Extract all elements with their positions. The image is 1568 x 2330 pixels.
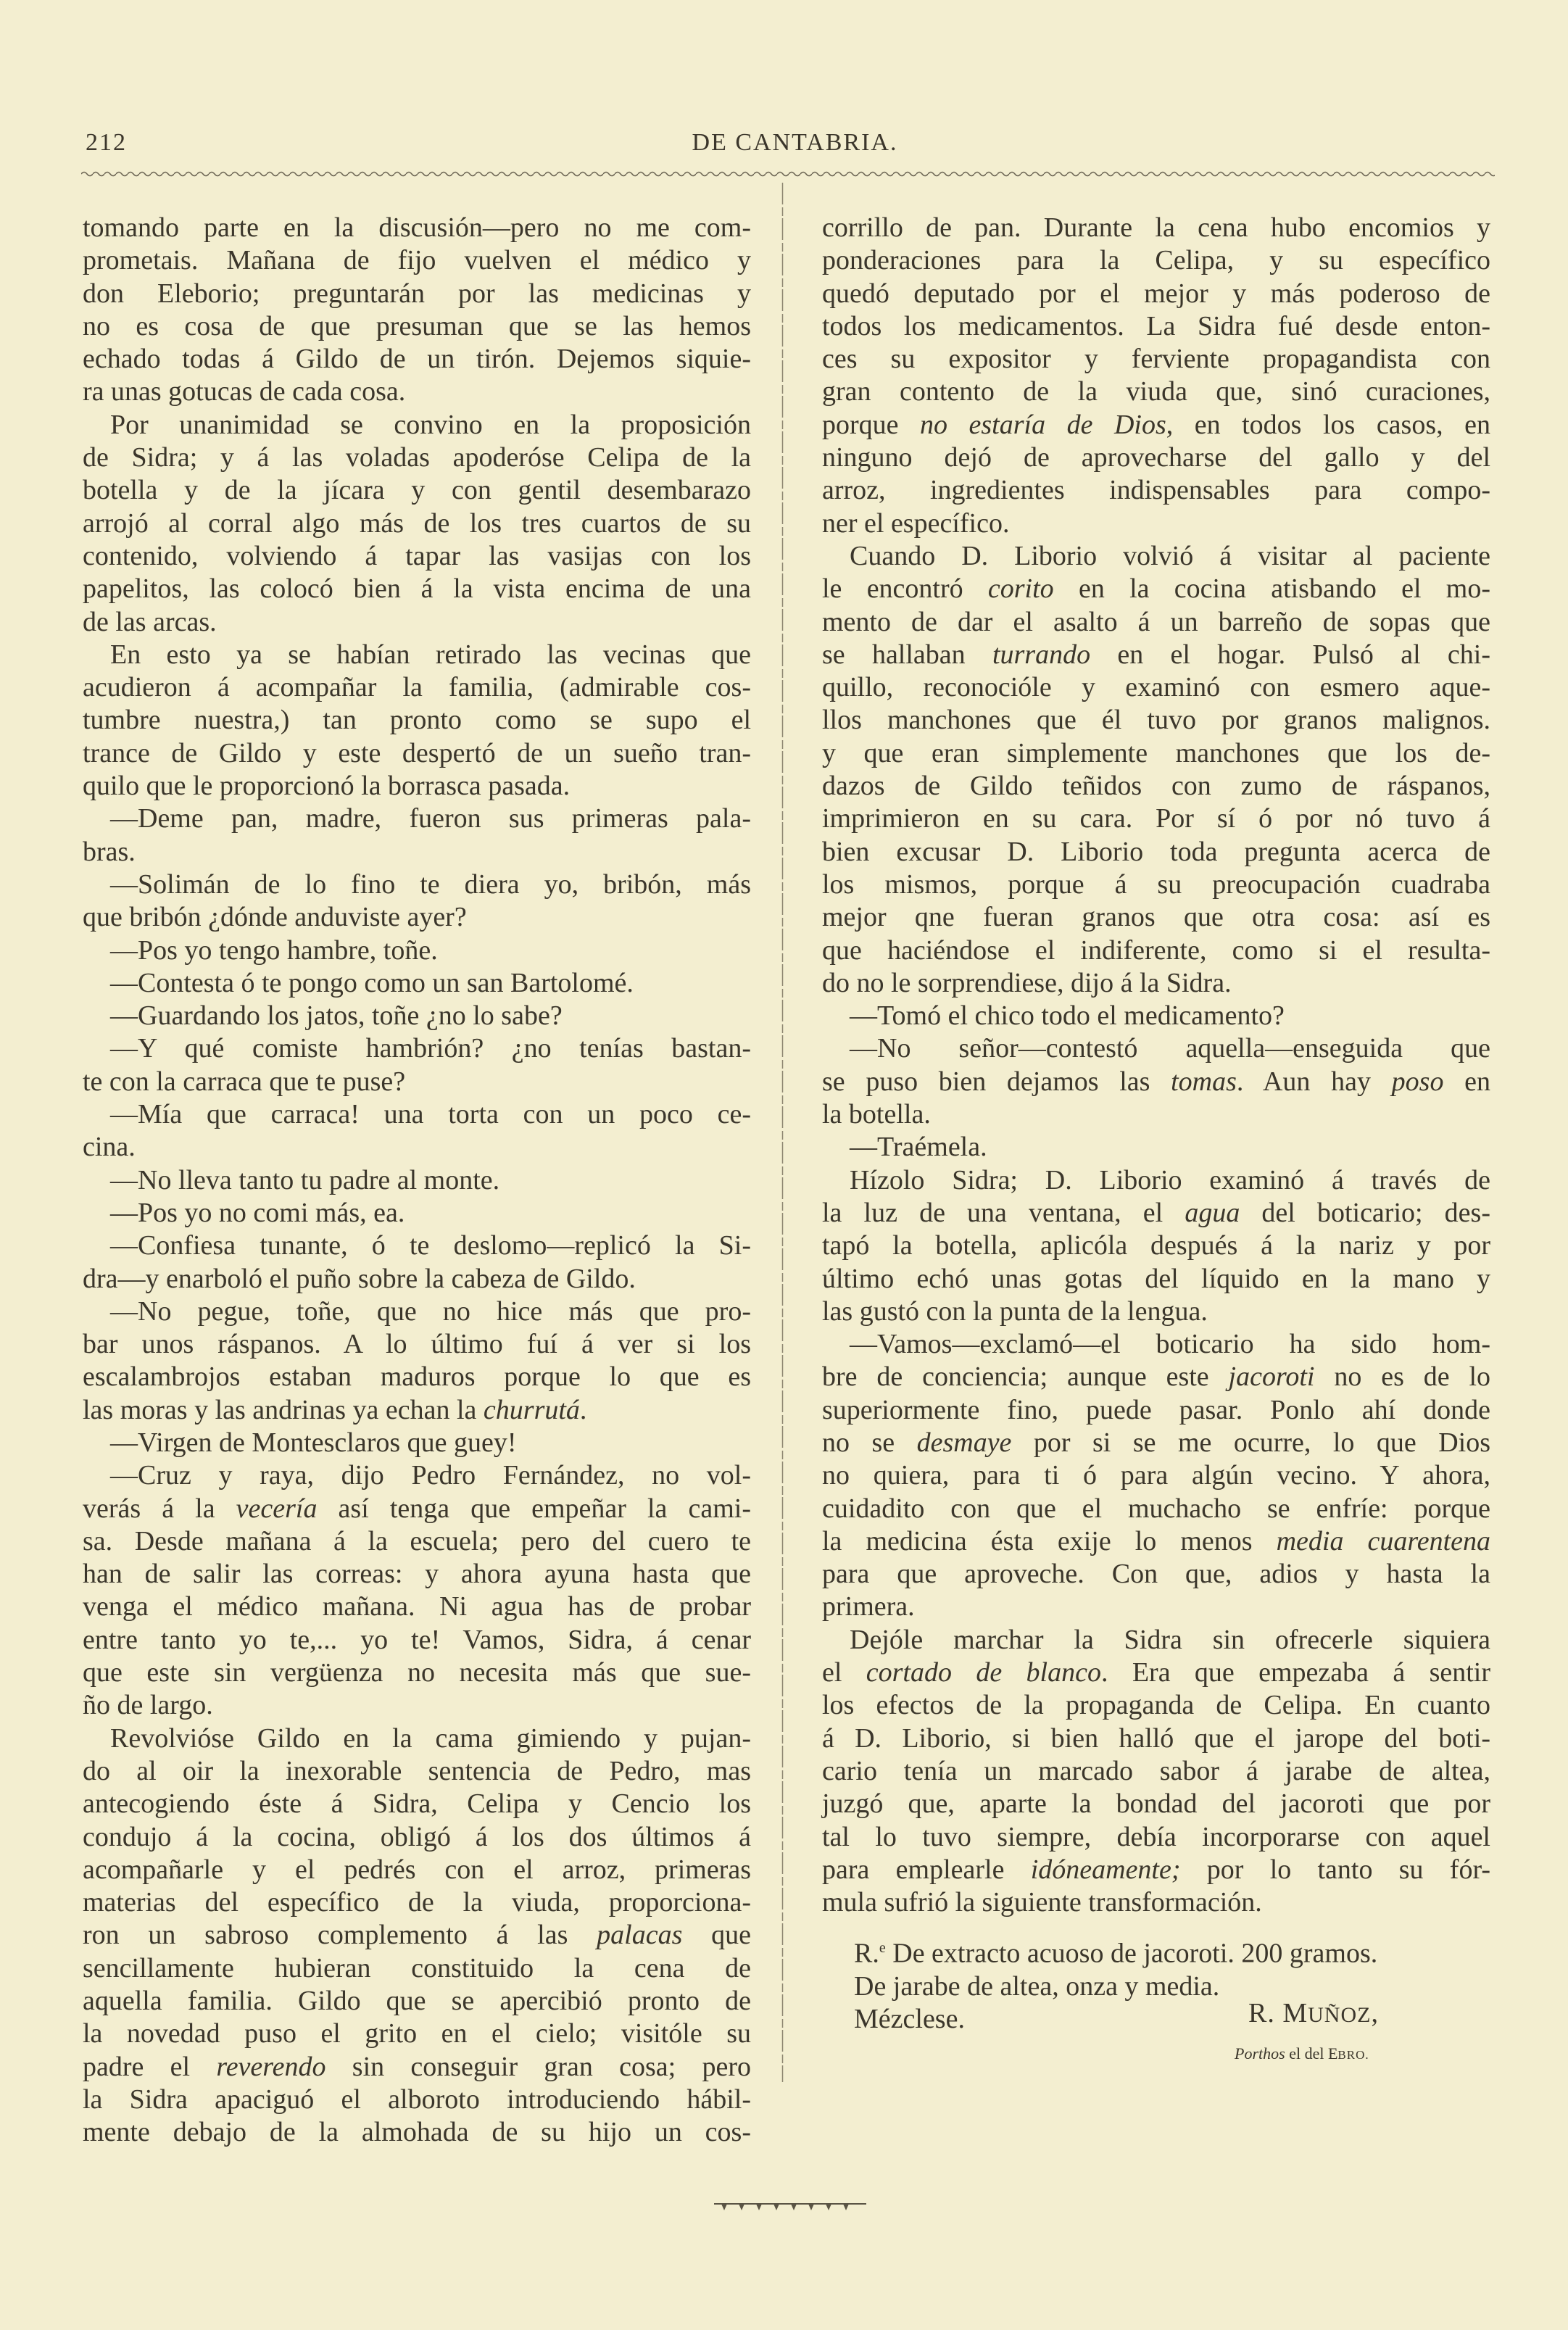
text-line: sa. Desde mañana á la escuela; pero del cuero te [83, 1525, 751, 1556]
paragraph [83, 934, 751, 967]
italic-term: jacoroti [1228, 1361, 1315, 1393]
signature-comma: , [1371, 1998, 1379, 2028]
text-line: Dejóle marchar la Sidra sin ofrecerle siquiera [850, 1624, 1490, 1655]
alias-rest: BRO. [1337, 2048, 1369, 2062]
text-line: don Eleborio; preguntarán por las medicinas y [83, 278, 751, 309]
text-line: no quiera, para ti ó para algún vecino. Y ahora, [822, 1460, 1490, 1491]
paragraph [822, 212, 1490, 540]
paragraph [83, 1459, 751, 1722]
page-number: 212 [86, 129, 127, 156]
text-line: condujo á la cocina, obligó á los dos últimos á [83, 1821, 751, 1852]
paragraph [822, 1131, 1490, 1164]
alias-first: E [1327, 2044, 1338, 2062]
paragraph [83, 967, 751, 1000]
text-line: —Pos yo no comi más, ea. [110, 1197, 405, 1228]
paragraph [83, 212, 751, 409]
text-line: mente debajo de la almohada de su hijo un cos- [83, 2117, 751, 2148]
alias-middle: el del [1285, 2044, 1328, 2062]
italic-term: idóneamente; [1030, 1854, 1181, 1885]
paragraph [822, 1624, 1490, 1920]
paragraph [83, 1000, 751, 1032]
text-line: Revolvióse Gildo en la cama gimiendo y pujan- [110, 1722, 751, 1754]
text-line: Por unanimidad se convino en la proposición [110, 409, 751, 440]
recipe-abbrev: R. [854, 1938, 879, 1969]
text-line: cina. [83, 1132, 136, 1163]
running-title: DE CANTABRIA. [692, 129, 898, 156]
text-line: le encontró corito en la cocina atisbando el mo- [822, 573, 1490, 605]
italic-term: cortado de blanco [866, 1657, 1101, 1688]
text-line: se hallaban turrando en el hogar. Pulsó al chi- [822, 639, 1490, 670]
text-line: dazos de Gildo teñidos con zumo de ráspanos, [822, 771, 1490, 802]
column-divider [781, 183, 784, 2082]
text-line: no se desmaye por si se me ocurre, lo que Dios [822, 1427, 1490, 1458]
italic-term: no estaría de Dios [920, 409, 1166, 440]
text-line: —Deme pan, madre, fueron sus primeras pala- [110, 803, 751, 834]
text-line: —Tomó el chico todo el medicamento? [850, 1000, 1285, 1032]
text-line: no es cosa de que presuman que se las hemos [83, 310, 751, 341]
text-line: ponderaciones para la Celipa, y su específico [822, 245, 1490, 276]
text-line: mejor qne fueran granos que otra cosa: así es [822, 902, 1490, 933]
text-line: mula sufrió la siguiente transformación. [822, 1887, 1262, 1918]
text-line: padre el reverendo sin conseguir gran cosa; pero [83, 2051, 751, 2082]
paragraph [83, 1098, 751, 1164]
text-line: —Pos yo tengo hambre, toñe. [110, 934, 438, 966]
text-line: de Sidra; y á las voladas apoderóse Celipa de la [83, 442, 751, 473]
text-line: primera. [822, 1591, 915, 1622]
paragraph [83, 1230, 751, 1295]
paragraph [83, 803, 751, 868]
text-line: la Sidra apaciguó el alboroto introduciendo hábil- [83, 2084, 751, 2115]
text-line: ron un sabroso complemento á las palacas que [83, 1920, 751, 1951]
paragraph [83, 1164, 751, 1197]
text-line: aquella familia. Gildo que se apercibió pronto de [83, 1986, 751, 2017]
text-line: verás á la vecería así tenga que empeñar la cami- [83, 1493, 751, 1524]
alias-italic: Porthos [1235, 2044, 1285, 2062]
left-column [83, 212, 751, 2149]
text-line: superiormente fino, puede pasar. Ponlo ahí donde [822, 1394, 1490, 1425]
paragraph [83, 1722, 751, 2149]
text-line: trance de Gildo y este despertó de un sueño tran- [83, 737, 751, 768]
author-alias [1235, 2044, 1369, 2063]
text-line: arrojó al corral algo más de los tres cuartos de su [83, 507, 751, 539]
text-line: contenido, volviendo á tapar las vasijas con los [83, 540, 751, 571]
text-line: —Contesta ó te pongo como un san Bartolomé. [110, 967, 634, 998]
text-line: quillo, reconocióle y examinó con esmero aque- [822, 672, 1490, 703]
text-line: mento de dar el asalto á un barreño de sopas que [822, 606, 1490, 637]
text-line: —Traémela. [850, 1132, 987, 1163]
text-line: que bribón ¿dónde anduviste ayer? [83, 902, 467, 933]
paragraph [83, 868, 751, 934]
text-line: Cuando D. Liborio volvió á visitar al paciente [850, 540, 1490, 571]
text-line: botella y de la jícara y con gentil desembarazo [83, 475, 751, 506]
text-line: bien excusar D. Liborio toda pregunta acerca de [822, 836, 1490, 867]
text-line: quedó deputado por el mejor y más poderoso de [822, 278, 1490, 309]
text-line: porque no estaría de Dios, en todos los casos, en [822, 409, 1490, 440]
text-line: —Solimán de lo fino te diera yo, bribón, más [110, 868, 751, 900]
text-line: escalambrojos estaban maduros porque lo que es [83, 1361, 751, 1393]
text-line: papelitos, las colocó bien á la vista encima de una [83, 573, 751, 605]
recipe-line-1 [854, 1932, 1377, 1970]
text-line: último echó unas gotas del líquido en la mano y [822, 1263, 1490, 1294]
text-line: do no le sorprendiese, dijo á la Sidra. [822, 967, 1232, 998]
text-line: cuidadito con que el muchacho se enfríe: porque [822, 1493, 1490, 1524]
text-line: —Guardando los jatos, toñe ¿no lo sabe? [110, 1000, 563, 1032]
text-line: —Virgen de Montesclaros que guey! [110, 1427, 517, 1458]
text-line: juzgó que, aparte la bondad del jacoroti que por [822, 1788, 1490, 1820]
italic-term: turrando [992, 639, 1091, 670]
text-line: la botella. [822, 1099, 931, 1130]
paragraph [822, 1328, 1490, 1624]
text-line: —Mía que carraca! una torta con un poco ce- [110, 1099, 751, 1130]
wavy-rule [81, 168, 1495, 180]
text-line: la luz de una ventana, el agua del boticario; des- [822, 1197, 1490, 1228]
recipe-line-3: Mézclese. [854, 2003, 965, 2034]
text-line: corrillo de pan. Durante la cena hubo encomios y [822, 212, 1490, 243]
italic-term: poso [1391, 1066, 1444, 1097]
text-line: —Cruz y raya, dijo Pedro Fernández, no vol- [110, 1460, 751, 1491]
text-line: imprimieron en su cara. Por sí ó por nó tuvo á [822, 803, 1490, 834]
text-line: entre tanto yo te,... yo te! Vamos, Sidra, á cenar [83, 1624, 751, 1655]
text-line: la novedad puso el grito en el cielo; visitóle su [83, 2018, 751, 2049]
text-line: la medicina ésta exije lo menos media cuarentena [822, 1525, 1491, 1556]
paragraph [83, 1032, 751, 1098]
text-line: quilo que le proporcionó la borrasca pasada. [83, 771, 571, 802]
text-line: Hízolo Sidra; D. Liborio examinó á través de [850, 1164, 1490, 1195]
text-line: arroz, ingredientes indispensables para compo- [822, 475, 1490, 506]
italic-term: churrutá [483, 1394, 580, 1425]
recipe-superscript: e [879, 1940, 886, 1956]
italic-term: tomas [1171, 1066, 1237, 1097]
text-line: las gustó con la punta de la lengua. [822, 1295, 1208, 1327]
footer-ornament [714, 2200, 866, 2215]
paragraph [822, 1164, 1490, 1328]
text-line: el cortado de blanco. Era que empezaba á sentir [822, 1657, 1490, 1688]
text-line: dra—y enarboló el puño sobre la cabeza de Gildo. [83, 1263, 636, 1294]
text-line: cario tenía un marcado sabor á jarabe de altea, [822, 1755, 1490, 1786]
text-line: tapó la botella, aplicóla después á la nariz y por [822, 1230, 1490, 1261]
text-line: te con la carraca que te puse? [83, 1066, 406, 1097]
text-line: bre de conciencia; aunque este jacoroti no es de lo [822, 1361, 1491, 1393]
paragraph [83, 1295, 751, 1427]
italic-term: corito [987, 573, 1054, 605]
text-line: ces su expositor y ferviente propagandista con [822, 344, 1490, 375]
text-line: tomando parte en la discusión—pero no me com- [83, 212, 751, 243]
text-line: se puso bien dejamos las tomas. Aun hay poso en [822, 1066, 1490, 1097]
italic-term: reverendo [216, 2051, 326, 2082]
text-line: tumbre nuestra,) tan pronto como se supo el [83, 705, 751, 736]
text-line: —No lleva tanto tu padre al monte. [110, 1164, 500, 1195]
text-line: ño de largo. [83, 1690, 213, 1721]
signature-rest: UÑOZ [1308, 2003, 1372, 2027]
paragraph [83, 1197, 751, 1230]
text-line: y que eran simplemente manchones que los de- [822, 737, 1490, 768]
text-line: ner el específico. [822, 507, 1010, 539]
text-line: do al oir la inexorable sentencia de Pedro, mas [83, 1755, 751, 1786]
author-signature [1248, 1997, 1379, 2029]
text-line: ninguno dejó de aprovecharse del gallo y del [822, 442, 1490, 473]
text-line: para emplearle idóneamente; por lo tanto su fór- [822, 1854, 1490, 1885]
text-line: —Confiesa tunante, ó te deslomo—replicó la Si- [110, 1230, 751, 1261]
text-line: bras. [83, 836, 136, 867]
text-line: echado todas á Gildo de un tirón. Dejemos siquie- [83, 344, 751, 375]
text-line: acudieron á acompañar la familia, (admirable cos- [83, 672, 751, 703]
paragraph [822, 1032, 1490, 1131]
text-line: que este sin vergüenza no necesita más que sue- [83, 1657, 751, 1688]
paragraph [83, 639, 751, 803]
text-line: que haciéndose el indiferente, como si el resulta- [822, 934, 1490, 966]
text-line: los mismos, porque á su preocupación cuadraba [822, 868, 1490, 900]
italic-term: media cuarentena [1276, 1525, 1491, 1556]
text-line: —No pegue, toñe, que no hice más que pro- [110, 1295, 751, 1327]
recipe-line-2: De jarabe de altea, onza y media. [854, 1970, 1220, 2002]
text-line: han de salir las correas: y ahora ayuna hasta que [83, 1559, 751, 1590]
text-line: En esto ya se habían retirado las vecinas que [110, 639, 751, 670]
paragraph [822, 1000, 1490, 1032]
paragraph [83, 1427, 751, 1459]
paragraph [822, 540, 1490, 1000]
text-line: tal lo tuvo siempre, debía incorporarse con aquel [822, 1821, 1490, 1852]
signature-initial: R. M [1248, 1998, 1308, 2028]
italic-term: vecería [236, 1493, 318, 1524]
text-line: de las arcas. [83, 606, 217, 637]
recipe-line-1-text: De extracto acuoso de jacoroti. 200 gramos. [885, 1938, 1378, 1969]
text-line: venga el médico mañana. Ni agua has de probar [83, 1591, 751, 1622]
text-line: —Vamos—exclamó—el boticario ha sido hom- [850, 1329, 1490, 1360]
italic-term: agua [1185, 1197, 1240, 1228]
italic-term: palacas [597, 1920, 683, 1951]
text-line: sencillamente hubieran constituido la cena de [83, 1952, 751, 1983]
text-line: materias del específico de la viuda, proporciona- [83, 1887, 751, 1918]
text-line: bar unos ráspanos. A lo último fuí á ver si los [83, 1329, 751, 1360]
text-line: llos manchones que él tuvo por granos malignos. [822, 705, 1490, 736]
right-column [822, 212, 1490, 1919]
text-line: antecogiendo éste á Sidra, Celipa y Cencio los [83, 1788, 751, 1820]
text-line: acompañarle y el pedrés con el arroz, primeras [83, 1854, 751, 1885]
text-line: las moras y las andrinas ya echan la churrutá. [83, 1394, 587, 1425]
text-line: —Y qué comiste hambrión? ¿no tenías bastan- [110, 1033, 751, 1064]
paragraph [83, 409, 751, 639]
text-line: ra unas gotucas de cada cosa. [83, 376, 406, 407]
text-line: los efectos de la propaganda de Celipa. En cuanto [822, 1690, 1490, 1721]
text-line: á D. Liborio, si bien halló que el jarope del boti- [822, 1722, 1490, 1754]
text-line: para que aproveche. Con que, adios y hasta la [822, 1559, 1490, 1590]
text-line: todos los medicamentos. La Sidra fué desde enton- [822, 310, 1490, 341]
text-line: —No señor—contestó aquella—enseguida que [850, 1033, 1490, 1064]
text-line: prometais. Mañana de fijo vuelven el médico y [83, 245, 751, 276]
text-line: gran contento de la viuda que, sinó curaciones, [822, 376, 1490, 407]
italic-term: desmaye [916, 1427, 1012, 1458]
